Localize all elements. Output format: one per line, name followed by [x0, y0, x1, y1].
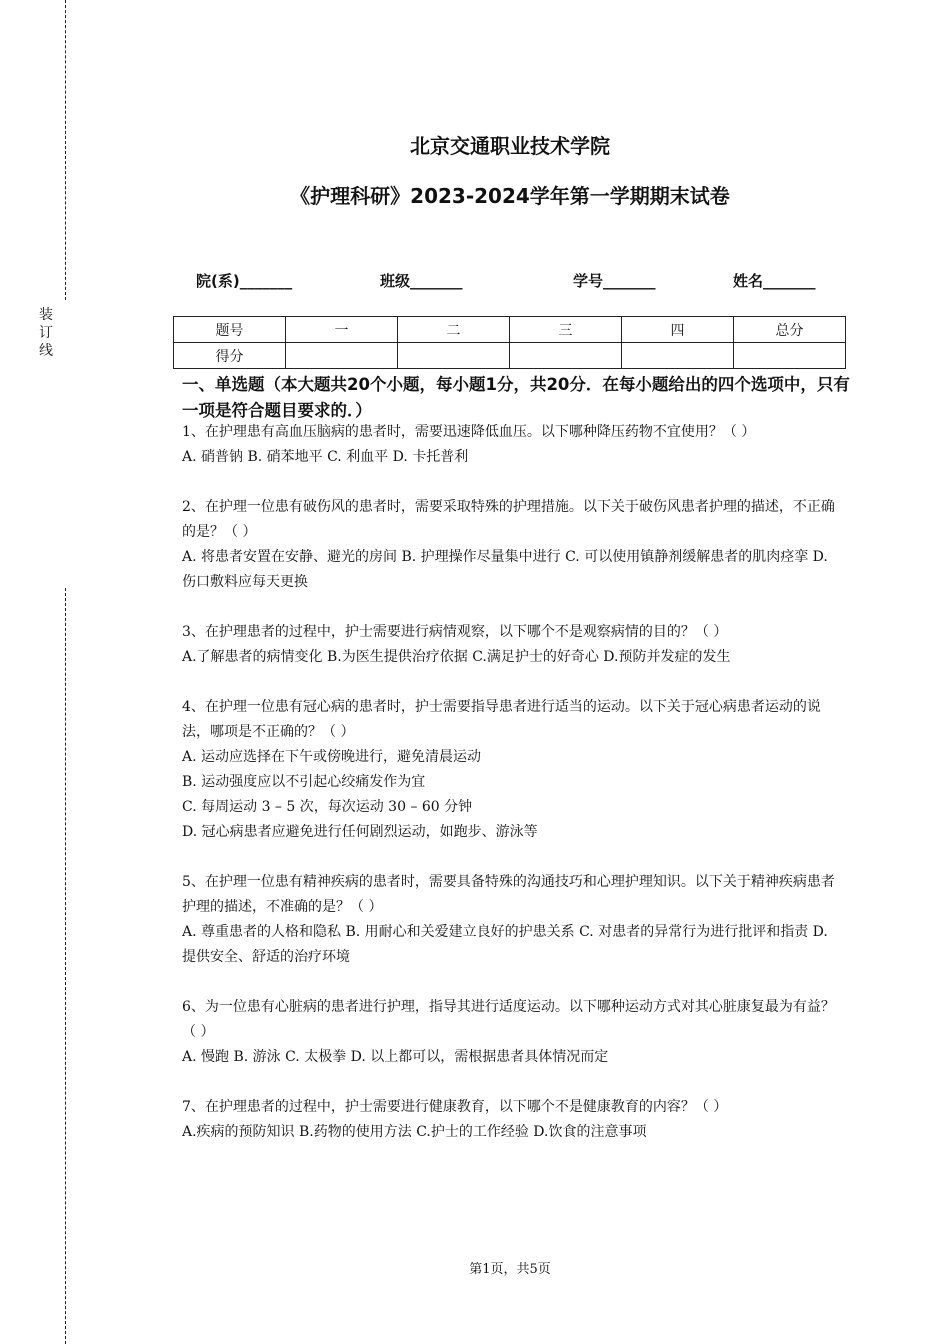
binding-label: 装订线 — [39, 307, 53, 359]
question — [182, 995, 842, 1070]
question-list — [182, 420, 842, 1170]
department-field[interactable]: 院(系)_______ — [196, 272, 293, 290]
question-option: C. 每周运动 3 – 5 次，每次运动 30 – 60 分钟 — [182, 799, 473, 815]
score-header-cell: 四 — [622, 317, 734, 343]
question — [182, 420, 842, 470]
question — [182, 870, 842, 970]
score-table — [173, 316, 846, 369]
question-options: A. 硝普钠 B. 硝苯地平 C. 利血平 D. 卡托普利 — [182, 449, 469, 465]
score-cell[interactable] — [734, 343, 846, 369]
question-stem: 4、在护理一位患有冠心病的患者时，护士需要指导患者进行适当的运动。以下关于冠心病患者运动的说法，哪项是不正确的？（ ） — [182, 699, 821, 740]
exam-title: 《护理科研》2023-2024学年第一学期期末试卷 — [290, 184, 730, 208]
score-header-cell: 题号 — [174, 317, 286, 343]
score-cell[interactable] — [510, 343, 622, 369]
score-table-header-row — [174, 317, 846, 343]
question-stem: 3、在护理患者的过程中，护士需要进行病情观察，以下哪个不是观察病情的目的？（ ） — [182, 624, 728, 640]
question-stem: 2、在护理一位患有破伤风的患者时，需要采取特殊的护理措施。以下关于破伤风患者护理的描述，不正确的是？（ ） — [182, 499, 835, 540]
student-id-field[interactable]: 学号_______ — [573, 272, 656, 290]
score-header-cell: 二 — [398, 317, 510, 343]
question-options: A.疾病的预防知识 B.药物的使用方法 C.护士的工作经验 D.饮食的注意事项 — [182, 1124, 647, 1140]
question-option: A. 运动应选择在下午或傍晚进行，避免清晨运动 — [182, 749, 482, 765]
class-field[interactable]: 班级_______ — [380, 272, 463, 290]
question-option: B. 运动强度应以不引起心绞痛发作为宜 — [182, 774, 426, 790]
section-title: 一、单选题（本大题共20个小题，每小题1分，共20分．在每小题给出的四个选项中，只有一项是符合题目要求的．） — [182, 375, 850, 420]
score-row-label: 得分 — [174, 343, 286, 369]
question — [182, 1095, 842, 1145]
school-title: 北京交通职业技术学院 — [410, 134, 610, 158]
question-stem: 6、为一位患有心脏病的患者进行护理，指导其进行适度运动。以下哪种运动方式对其心脏康复最为有益？（ ） — [182, 999, 835, 1040]
score-header-cell: 三 — [510, 317, 622, 343]
question-stem: 7、在护理患者的过程中，护士需要进行健康教育，以下哪个不是健康教育的内容？（ ） — [182, 1099, 728, 1115]
binding-line-bottom — [65, 588, 66, 1344]
score-cell[interactable] — [622, 343, 734, 369]
name-field[interactable]: 姓名_______ — [733, 272, 816, 290]
score-cell[interactable] — [398, 343, 510, 369]
question — [182, 495, 842, 595]
question — [182, 620, 842, 670]
question-options: A. 慢跑 B. 游泳 C. 太极拳 D. 以上都可以，需根据患者具体情况而定 — [182, 1049, 609, 1065]
question-options: A. 尊重患者的人格和隐私 B. 用耐心和关爱建立良好的护患关系 C. 对患者的异常行为进行批评和指责 D. 提供安全、舒适的治疗环境 — [182, 924, 828, 965]
score-header-cell: 一 — [286, 317, 398, 343]
page-footer: 第1页，共5页 — [469, 1262, 551, 1277]
score-header-cell: 总分 — [734, 317, 846, 343]
question — [182, 695, 842, 845]
question-stem: 5、在护理一位患有精神疾病的患者时，需要具备特殊的沟通技巧和心理护理知识。以下关于精神疾病患者护理的描述，不准确的是？（ ） — [182, 874, 835, 915]
question-options: A.了解患者的病情变化 B.为医生提供治疗依据 C.满足护士的好奇心 D.预防并发症的发生 — [182, 649, 731, 665]
question-stem: 1、在护理患有高血压脑病的患者时，需要迅速降低血压。以下哪种降压药物不宜使用？（ ） — [182, 424, 756, 440]
score-cell[interactable] — [286, 343, 398, 369]
question-option: D. 冠心病患者应避免进行任何剧烈运动，如跑步、游泳等 — [182, 824, 538, 840]
question-options: A. 将患者安置在安静、避光的房间 B. 护理操作尽量集中进行 C. 可以使用镇静剂缓解患者的肌肉痉挛 D. 伤口敷料应每天更换 — [182, 549, 828, 590]
score-table-score-row — [174, 343, 846, 369]
